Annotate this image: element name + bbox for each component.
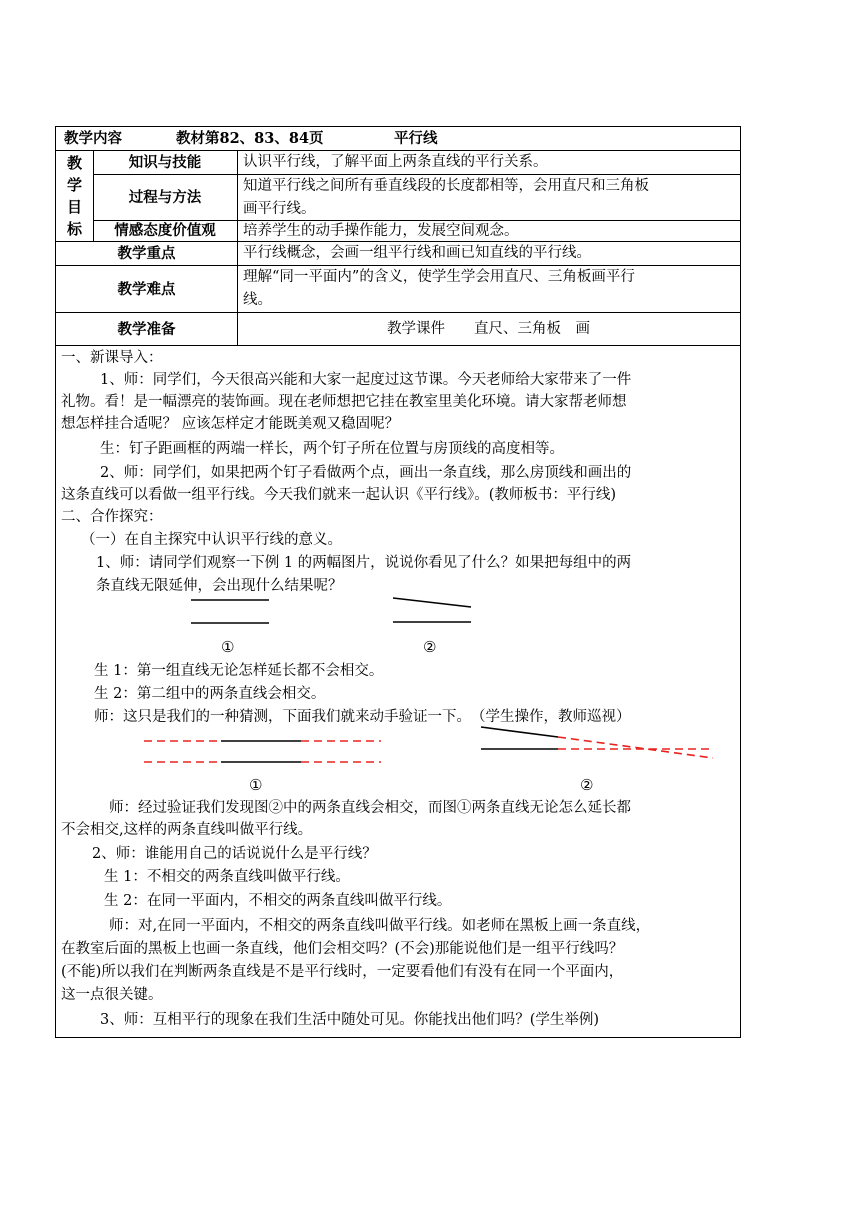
objective-label: 过程与方法 [128,189,202,206]
side-char: 目 [66,198,82,216]
objective-text [243,175,649,220]
paragraph: (不能)所以我们在判断两条直线是不是平行线时，一定要看他们有没有在同一个平面内， [61,964,624,980]
figure-label: ② [580,776,594,794]
difficulty-text [243,266,635,312]
paragraph: 3、师：互相平行的现象在我们生活中随处可见。你能找出他们吗？(学生举例) [100,1012,600,1028]
section-title: 二、合作探究： [61,509,163,525]
paragraph: 1、师：同学们，今天很高兴能和大家一起度过这节课。今天老师给大家带来了一件 [100,372,632,388]
paragraph: 1、师：请同学们观察一下例 1 的两幅图片，说说你看见了什么？如果把每组中的两 [96,555,632,571]
figure-label: ① [221,638,235,656]
paragraph: 不会相交,这样的两条直线叫做平行线。 [61,822,313,838]
paragraph: 生 2：第二组中的两条直线会相交。 [94,686,326,702]
lesson-plan-table [55,126,741,1038]
paragraph: 这条直线可以看做一组平行线。今天我们就来一起认识《平行线》。(教师板书：平行线) [61,487,617,503]
side-char: 标 [66,220,82,238]
difficulty-label: 教学难点 [117,280,176,298]
key-point-row [56,242,740,266]
objective-text-line: 画平行线。 [243,201,316,217]
paragraph: 在教室后面的黑板上也画一条直线，他们会相交吗？(不会)那能说他们是一组平行线吗？ [61,941,624,957]
objectives-side-label [56,151,93,241]
header-label: 教学内容 [64,130,122,147]
paragraph: 礼物。看！是一幅漂亮的装饰画。现在老师想把它挂在教室里美化环境。请大家帮老师想 [61,394,627,410]
objective-text: 培养学生的动手操作能力，发展空间观念。 [243,223,519,239]
objective-label: 知识与技能 [128,154,202,171]
difficulty-text-line: 线。 [243,292,272,308]
objective-row-attitude [93,221,740,241]
figure-extended-intersecting [478,724,728,774]
objective-text-line: 知道平行线之间所有垂直线段的长度都相等，会用直尺和三角板 [243,178,649,194]
paragraph: 生 1：第一组直线无论怎样延长都不会相交。 [94,663,384,679]
objective-label: 情感态度价值观 [114,222,216,239]
paragraph: 师：经过验证我们发现图②中的两条直线会相交，而图①两条直线无论怎么延长都 [109,800,631,816]
difficulty-row [56,266,740,313]
paragraph: 这一点很关键。 [61,987,163,1003]
paragraph: 生：钉子距画框的两端一样长，两个钉子所在位置与房顶线的高度相等。 [100,441,564,457]
subsection-title: （一）在自主探究中认识平行线的意义。 [81,532,342,548]
figure-label: ② [423,638,437,656]
figure-intersecting-lines [390,594,480,630]
side-char: 教 [66,154,82,172]
preparation-text: 教学课件 直尺、三角板 画 [387,320,590,337]
preparation-row [56,313,740,346]
key-point-label: 教学重点 [117,245,176,262]
side-char: 学 [66,176,82,194]
header-textbook: 教材第82、83、84页 [176,130,324,147]
paragraph: 想怎样挂合适呢？ 应该怎样定才能既美观又稳固呢？ [61,416,400,432]
paragraph: 2、师：同学们，如果把两个钉子看做两个点，画出一条直线，那么房顶线和画出的 [100,465,632,481]
objective-text: 认识平行线，了解平面上两条直线的平行关系。 [243,154,548,170]
figure-label: ① [249,776,263,794]
paragraph: 生 1：不相交的两条直线叫做平行线。 [104,869,350,885]
paragraph: 生 2：在同一平面内，不相交的两条直线叫做平行线。 [104,893,452,909]
header-topic: 平行线 [394,130,438,147]
header-row [56,127,740,151]
key-point-text: 平行线概念，会画一组平行线和画已知直线的平行线。 [243,245,591,261]
objectives-block [56,151,740,242]
objective-row-knowledge [93,151,740,175]
figure-extended-parallel [141,732,391,768]
paragraph: 师：对,在同一平面内，不相交的两条直线叫做平行线。如老师在黑板上画一条直线， [109,918,651,934]
paragraph: 2、师：谁能用自己的话说说什么是平行线？ [92,846,377,862]
difficulty-text-line: 理解“同一平面内”的含义，使学生学会用直尺、三角板画平行 [243,269,635,285]
paragraph: 师：这只是我们的一种猜测，下面我们就来动手验证一下。 （学生操作，教师巡视） [94,709,631,725]
section-title: 一、新课导入： [61,350,163,366]
paragraph: 条直线无限延伸，会出现什么结果呢？ [96,578,343,594]
figure-parallel-lines [186,594,276,630]
preparation-label: 教学准备 [117,320,176,338]
objective-row-process [93,175,740,221]
